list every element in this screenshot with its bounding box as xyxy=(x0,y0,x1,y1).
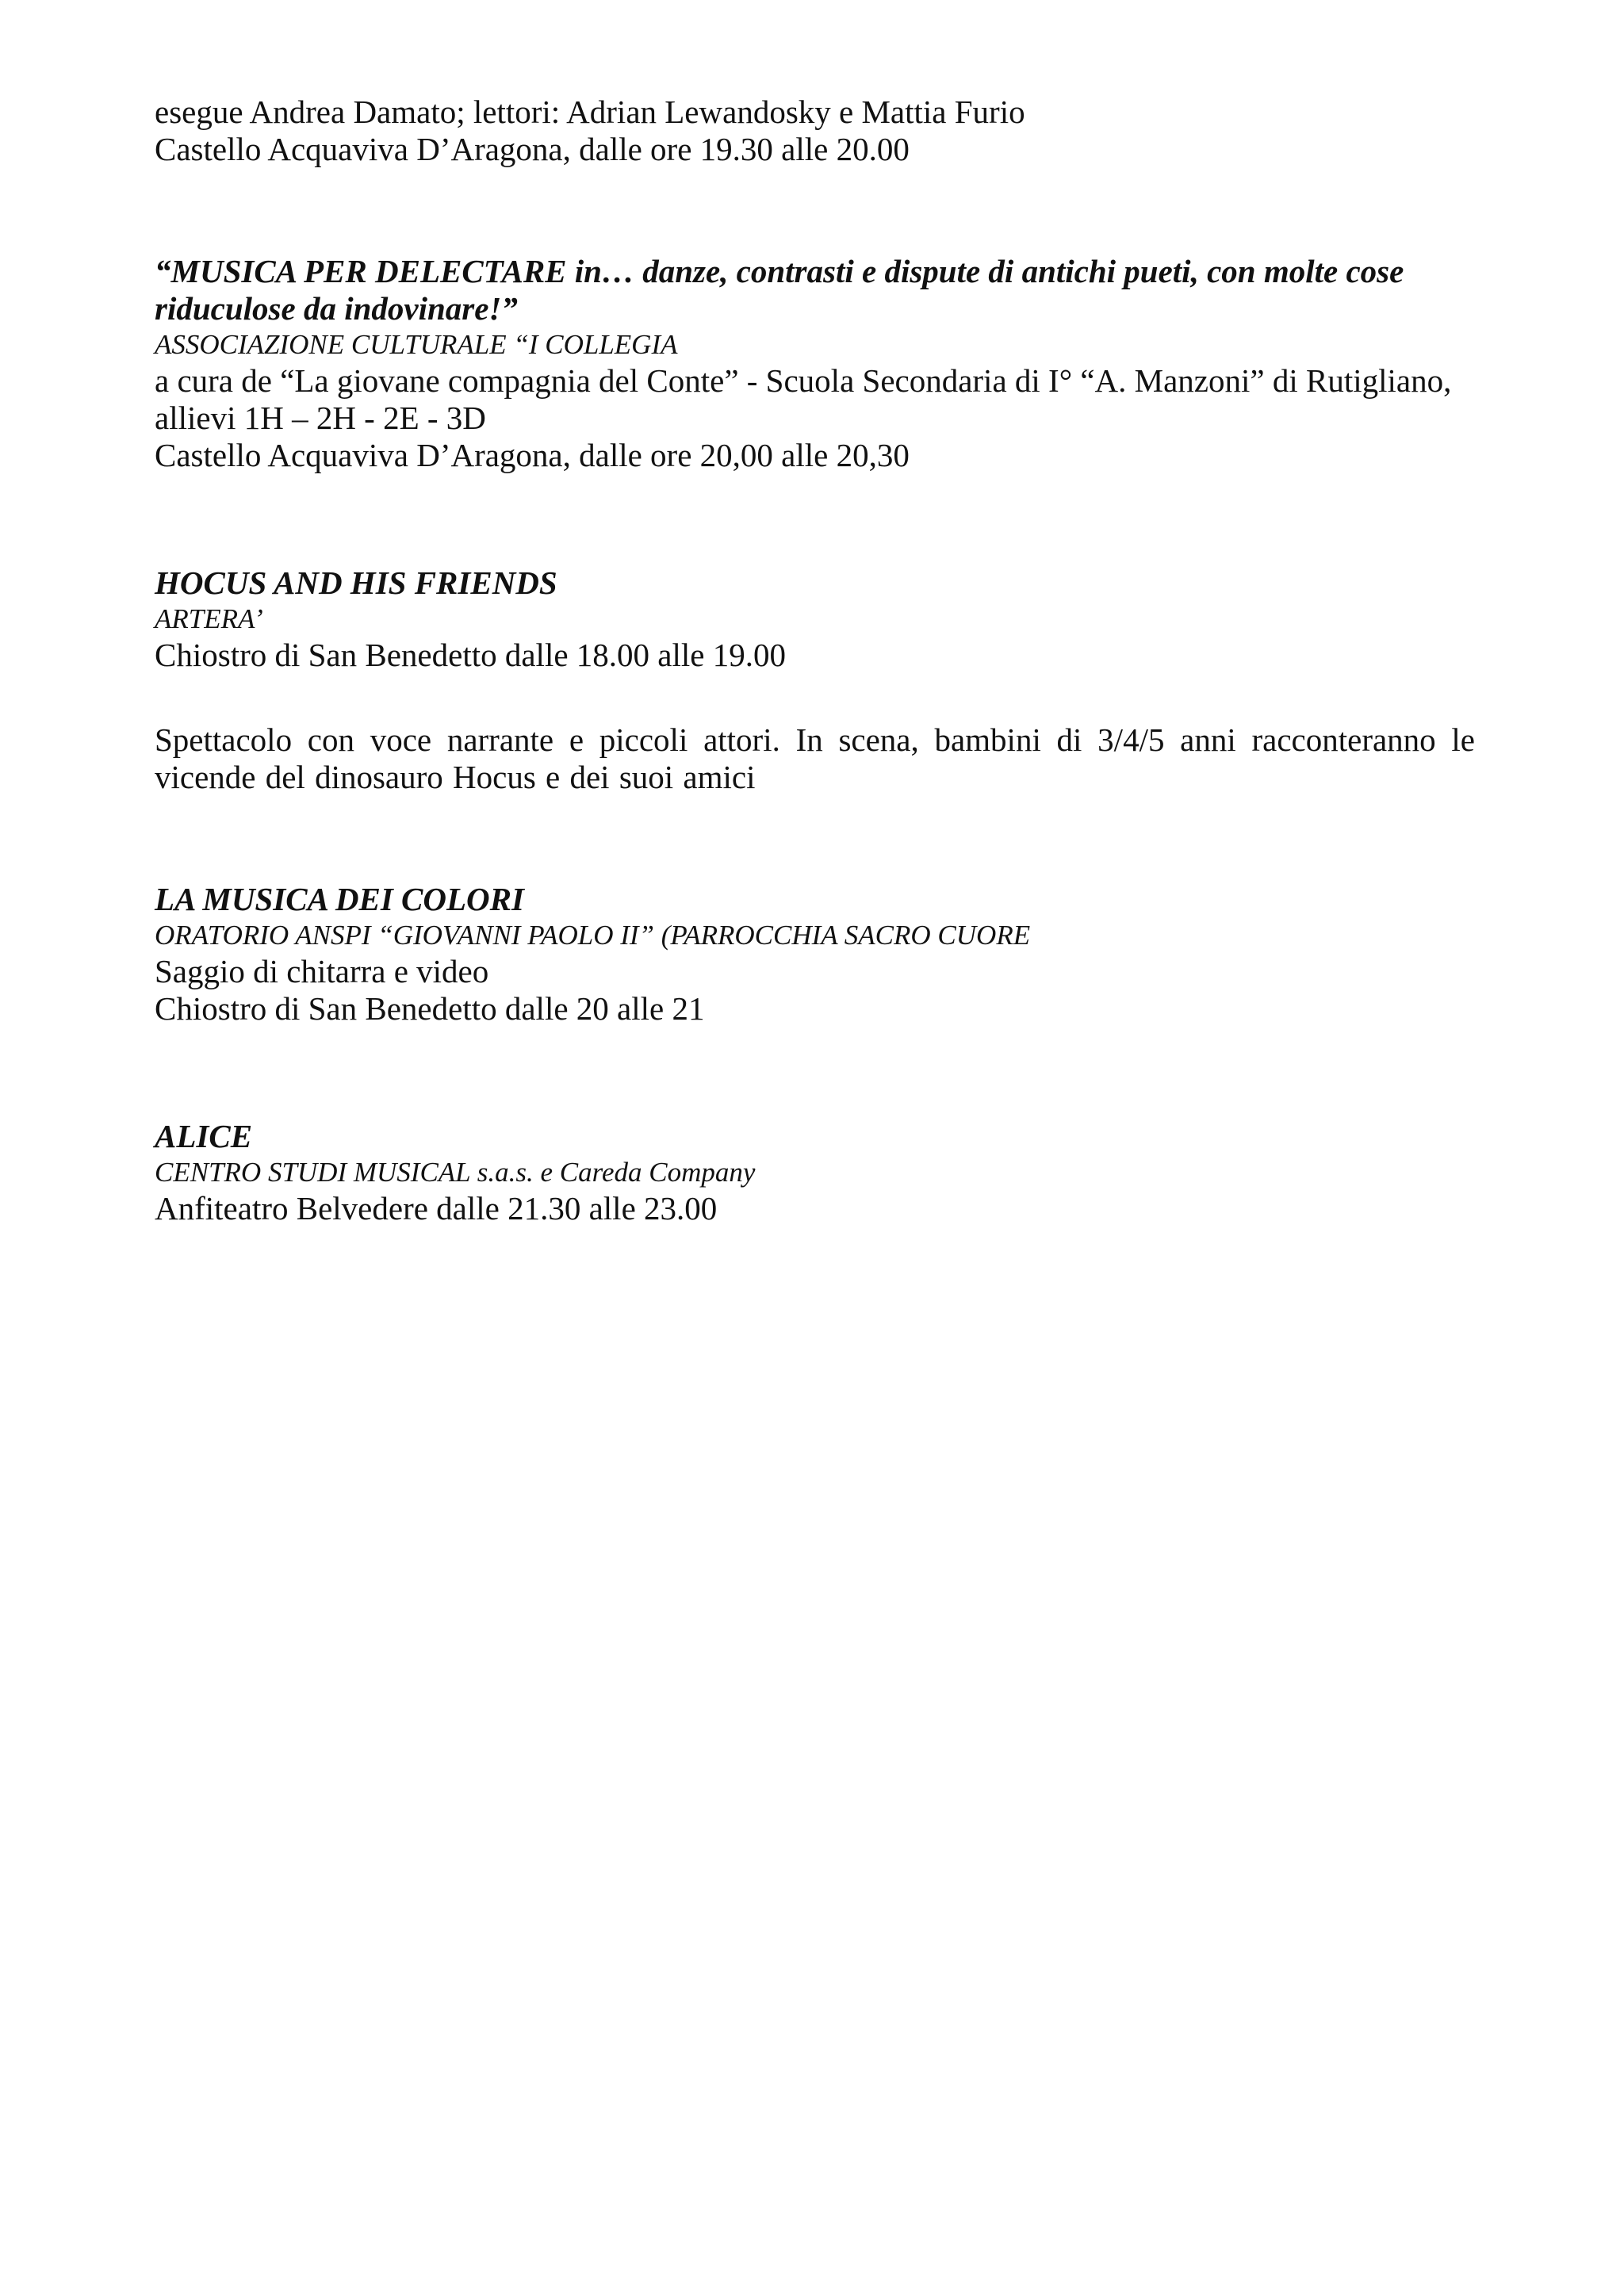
event-detail: allievi 1H – 2H - 2E - 3D xyxy=(155,400,486,436)
event-organizer: ORATORIO ANSPI “GIOVANNI PAOLO II” (PARROCCHIA SACRO CUORE xyxy=(155,920,1031,951)
event-title: ALICE xyxy=(155,1118,253,1154)
event-musica-per-delectare xyxy=(155,253,1475,474)
event-title: LA MUSICA DEI COLORI xyxy=(155,881,524,917)
intro-block xyxy=(155,94,1475,168)
event-description: Spettacolo con voce narrante e piccoli attori. In scena, bambini di 3/4/5 anni racconteranno le vicende del dinosauro Hocus e dei suoi amici xyxy=(155,721,1475,795)
event-detail: Saggio di chitarra e video xyxy=(155,953,489,989)
event-venue-time: Chiostro di San Benedetto dalle 18.00 alle 19.00 xyxy=(155,637,786,673)
event-venue-time: Anfiteatro Belvedere dalle 21.30 alle 23.00 xyxy=(155,1190,718,1226)
venue-time: Castello Acquaviva D’Aragona, dalle ore 19.30 alle 20.00 xyxy=(155,131,910,167)
event-detail: a cura de “La giovane compagnia del Conte” - Scuola Secondaria di I° “A. Manzoni” di Rutigliano, xyxy=(155,362,1452,399)
event-title: HOCUS AND HIS FRIENDS xyxy=(155,564,557,601)
event-venue-time: Castello Acquaviva D’Aragona, dalle ore 20,00 alle 20,30 xyxy=(155,437,910,473)
event-title: “MUSICA PER DELECTARE in… danze, contrasti e dispute di antichi pueti, con molte cose riduculose da indovinare!” xyxy=(155,253,1404,327)
document-page xyxy=(155,94,1475,1227)
performer-line: esegue Andrea Damato; lettori: Adrian Lewandosky e Mattia Furio xyxy=(155,94,1025,130)
event-organizer: ASSOCIAZIONE CULTURALE “I COLLEGIA xyxy=(155,329,678,360)
event-venue-time: Chiostro di San Benedetto dalle 20 alle 21 xyxy=(155,990,705,1027)
event-alice xyxy=(155,1118,1475,1227)
event-la-musica-dei-colori xyxy=(155,881,1475,1027)
event-organizer: ARTERA’ xyxy=(155,603,263,634)
event-organizer: CENTRO STUDI MUSICAL s.a.s. e Careda Company xyxy=(155,1157,756,1188)
event-hocus-and-his-friends xyxy=(155,564,1475,796)
